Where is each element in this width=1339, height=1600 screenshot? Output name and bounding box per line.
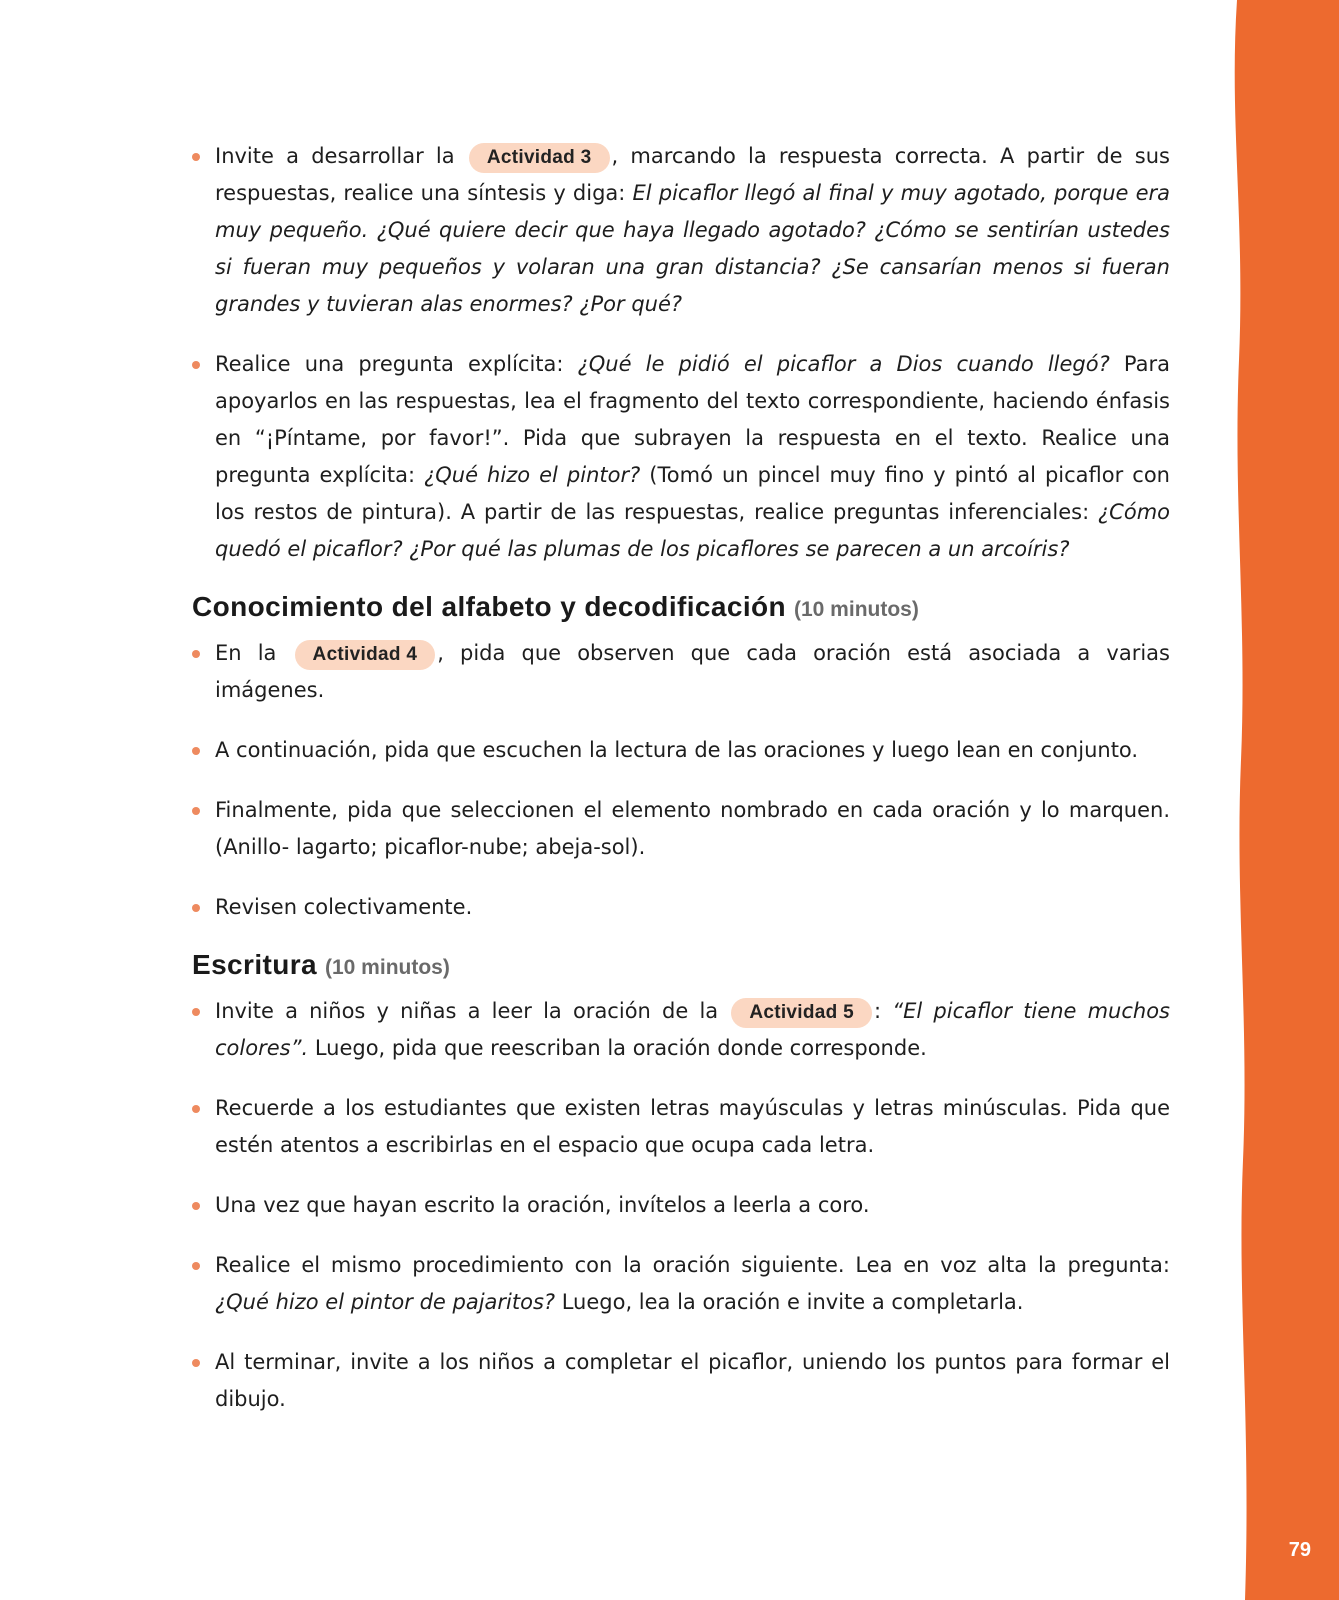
list-item: Realice una pregunta explícita: ¿Qué le pidió el picaflor a Dios cuando llegó? Para apoyarlos en las respuestas, lea el fragmento del texto correspondiente, haciendo énfasis en “¡Píntame, por favor!”. Pida que subrayen la respuesta en el texto. Realice una pregunta explícita: ¿Qué hizo el pintor? (Tomó un pincel muy fino y pintó al picaflor con los restos de pintura). A partir de las respuestas, realice preguntas inferenciales: ¿Cómo quedó el picaflor? ¿Por qué las plumas de los picaflores se parecen a un arcoíris?: [192, 346, 1170, 568]
list-item: A continuación, pida que escuchen la lectura de las oraciones y luego lean en conjunto.: [192, 732, 1170, 769]
bullet-icon: [192, 1008, 200, 1016]
list-item: Invite a niños y niñas a leer la oración de la Actividad 5 : “El picaflor tiene muchos colores”. Luego, pida que reescriban la oración donde corresponde.: [192, 993, 1170, 1067]
page-number: 79: [1288, 1539, 1311, 1561]
list-item: Realice el mismo procedimiento con la oración siguiente. Lea en voz alta la pregunta: ¿Qué hizo el pintor de pajaritos? Luego, lea la oración e invite a completarla.: [192, 1247, 1170, 1321]
list-item: Invite a desarrollar la Actividad 3 , marcando la respuesta correcta. A partir de sus respuestas, realice una síntesis y diga: El picaflor llegó al final y muy agotado, porque era muy pequeño. ¿Qué quiere decir que haya llegado agotado? ¿Cómo se sentirían ustedes si fueran muy pequeños y volaran una gran distancia? ¿Se cansarían menos si fueran grandes y tuvieran alas enormes? ¿Por qué?: [192, 138, 1170, 323]
orange-side-band: [1229, 0, 1339, 1600]
list-item: Finalmente, pida que seleccionen el elemento nombrado en cada oración y lo marquen. (Anillo- lagarto; picaflor-nube; abeja-sol).: [192, 792, 1170, 866]
activity-badge: Actividad 5: [731, 998, 872, 1028]
escritura-list: [192, 993, 1170, 1418]
list-item: Una vez que hayan escrito la oración, invítelos a leerla a coro.: [192, 1187, 1170, 1224]
bullet-icon: [192, 1202, 200, 1210]
bullet-icon: [192, 807, 200, 815]
bullet-icon: [192, 361, 200, 369]
bullet-icon: [192, 1359, 200, 1367]
bullet-icon: [192, 153, 200, 161]
main-content: [192, 138, 1170, 1441]
intro-list: [192, 138, 1170, 568]
activity-badge: Actividad 4: [295, 640, 436, 670]
list-item: Revisen colectivamente.: [192, 889, 1170, 926]
bullet-icon: [192, 1105, 200, 1113]
section-heading-escritura: Escritura (10 minutos): [192, 949, 450, 980]
bullet-icon: [192, 904, 200, 912]
list-item: Al terminar, invite a los niños a completar el picaflor, uniendo los puntos para formar el dibujo.: [192, 1344, 1170, 1418]
wavy-band-shape: [1229, 0, 1339, 1600]
duration-label: (10 minutos): [325, 956, 450, 979]
bullet-icon: [192, 650, 200, 658]
bullet-icon: [192, 1262, 200, 1270]
alfabeto-list: [192, 635, 1170, 926]
list-item: Recuerde a los estudiantes que existen letras mayúsculas y letras minúsculas. Pida que estén atentos a escribirlas en el espacio que ocupa cada letra.: [192, 1090, 1170, 1164]
list-item: En la Actividad 4 , pida que observen que cada oración está asociada a varias imágenes.: [192, 635, 1170, 709]
duration-label: (10 minutos): [794, 598, 919, 621]
bullet-icon: [192, 747, 200, 755]
activity-badge: Actividad 3: [469, 143, 610, 173]
section-heading-alfabeto: Conocimiento del alfabeto y decodificación (10 minutos): [192, 591, 919, 622]
